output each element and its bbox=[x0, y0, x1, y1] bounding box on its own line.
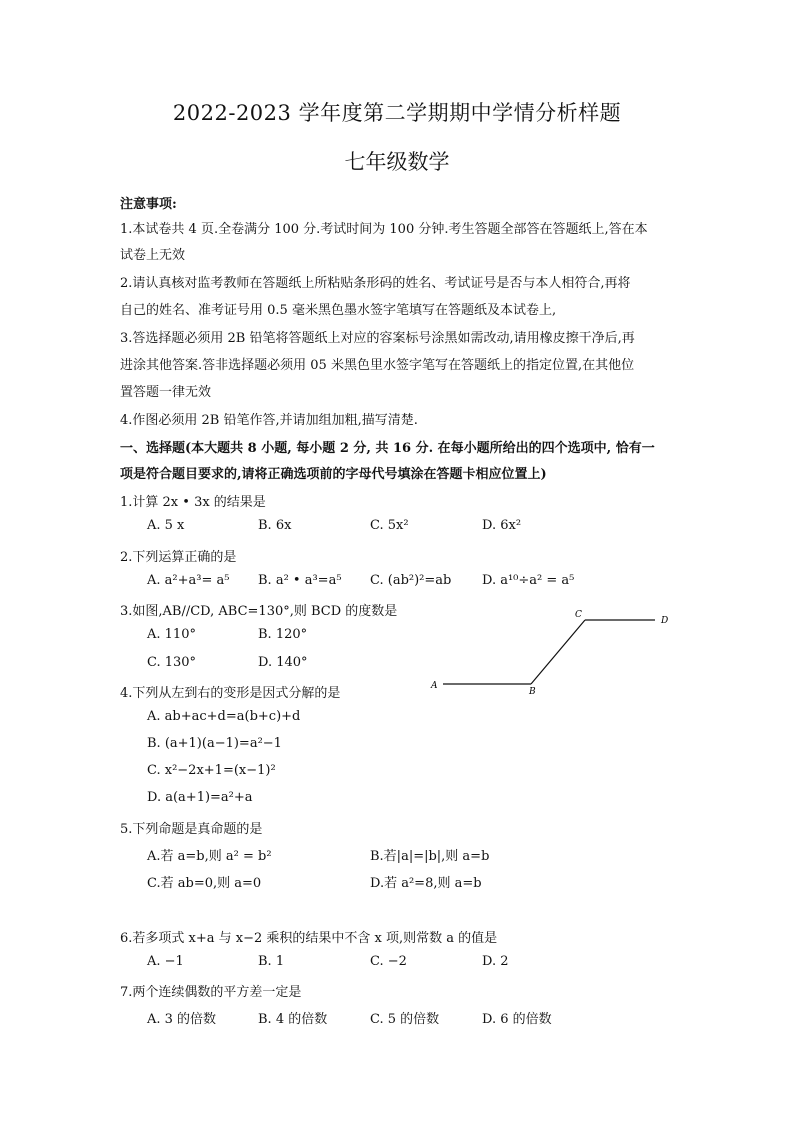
note-4: 4.作图必须用 2B 铅笔作答,并请加组加粗,描写清楚. bbox=[120, 413, 418, 428]
q4-option-c: C. x²−2x+1=(x−1)² bbox=[147, 763, 276, 778]
notes-heading: 注意事项: bbox=[120, 197, 177, 212]
q1-option-a: A. 5 x bbox=[147, 518, 185, 533]
q1-stem: 1.计算 2x • 3x 的结果是 bbox=[120, 495, 266, 510]
q5-option-b: B.若|a|=|b|,则 a=b bbox=[370, 849, 490, 864]
note-2-line-1: 2.请认真核对监考教师在答题纸上所粘贴条形码的姓名、考试证号是否与本人相符合,再将 bbox=[120, 276, 631, 291]
q5-option-c: C.若 ab=0,则 a=0 bbox=[147, 876, 262, 891]
note-3-line-1: 3.答选择题必须用 2B 铅笔将答题纸上对应的容案标号涂黑如需改动,请用橡皮擦干净后,再 bbox=[120, 331, 635, 346]
q7-option-d: D. 6 的倍数 bbox=[482, 1012, 552, 1027]
q6-option-a: A. −1 bbox=[147, 954, 184, 969]
note-1-line-1: 1.本试卷共 4 页.全卷满分 100 分.考试时间为 100 分钟.考生答题全部答在答题纸上,答在本 bbox=[120, 222, 648, 237]
point-c-label: C bbox=[575, 610, 582, 620]
q4-option-d: D. a(a+1)=a²+a bbox=[147, 790, 253, 805]
segment-bc bbox=[531, 620, 585, 684]
q3-stem: 3.如图,AB//CD, ABC=130°,则 BCD 的度数是 bbox=[120, 604, 398, 619]
q7-option-b: B. 4 的倍数 bbox=[258, 1012, 328, 1027]
exam-subtitle: 七年级数学 bbox=[344, 150, 450, 174]
q7-option-a: A. 3 的倍数 bbox=[147, 1012, 217, 1027]
note-2-line-2: 自己的姓名、准考证号用 0.5 毫米黑色墨水签字笔填写在答题纸及本试卷上, bbox=[120, 303, 557, 318]
q2-option-a: A. a²+a³= a⁵ bbox=[147, 573, 230, 588]
q4-option-a: A. ab+ac+d=a(b+c)+d bbox=[147, 709, 301, 724]
q6-option-d: D. 2 bbox=[482, 954, 509, 969]
exam-title: 2022-2023 学年度第二学期期中学情分析样题 bbox=[172, 101, 622, 125]
q3-option-a: A. 110° bbox=[147, 627, 196, 642]
point-b-label: B bbox=[529, 687, 536, 697]
note-3-line-3: 置答题一律无效 bbox=[120, 385, 212, 400]
point-d-label: D bbox=[661, 616, 669, 626]
q3-option-c: C. 130° bbox=[147, 655, 197, 670]
note-1-line-2: 试卷上无效 bbox=[120, 248, 186, 263]
q2-option-c: C. (ab²)²=ab bbox=[370, 573, 452, 588]
q5-option-a: A.若 a=b,则 a² = b² bbox=[147, 849, 272, 864]
note-3-line-2: 进涂其他答案.答非选择题必须用 05 米黑色里水签字笔写在答题纸上的指定位置,在其他位 bbox=[120, 358, 635, 373]
q6-stem: 6.若多项式 x+a 与 x−2 乘积的结果中不含 x 项,则常数 a 的值是 bbox=[120, 931, 498, 946]
q6-option-b: B. 1 bbox=[258, 954, 285, 969]
q7-stem: 7.两个连续偶数的平方差一定是 bbox=[120, 985, 302, 1000]
q2-option-d: D. a¹⁰÷a² = a⁵ bbox=[482, 573, 575, 588]
q1-option-d: D. 6x² bbox=[482, 518, 522, 533]
q3-option-d: D. 140° bbox=[258, 655, 308, 670]
q5-stem: 5.下列命题是真命题的是 bbox=[120, 822, 263, 837]
q6-option-c: C. −2 bbox=[370, 954, 407, 969]
q5-option-d: D.若 a²=8,则 a=b bbox=[370, 876, 482, 891]
q4-stem: 4.下列从左到右的变形是因式分解的是 bbox=[120, 686, 341, 701]
q3-figure bbox=[425, 605, 685, 700]
q1-option-b: B. 6x bbox=[258, 518, 292, 533]
q7-option-c: C. 5 的倍数 bbox=[370, 1012, 440, 1027]
q3-option-b: B. 120° bbox=[258, 627, 308, 642]
section-1-heading-line-1: 一、选择题(本大题共 8 小题, 每小题 2 分, 共 16 分. 在每小题所给出的四个选项中, 恰有一 bbox=[120, 441, 655, 456]
section-1-heading-line-2: 项是符合题目要求的,请将正确选项前的字母代号填涂在答题卡相应位置上) bbox=[120, 467, 547, 482]
q2-option-b: B. a² • a³=a⁵ bbox=[258, 573, 342, 588]
q1-option-c: C. 5x² bbox=[370, 518, 409, 533]
q2-stem: 2.下列运算正确的是 bbox=[120, 550, 237, 565]
point-a-label: A bbox=[431, 681, 438, 691]
q4-option-b: B. (a+1)(a−1)=a²−1 bbox=[147, 736, 282, 751]
